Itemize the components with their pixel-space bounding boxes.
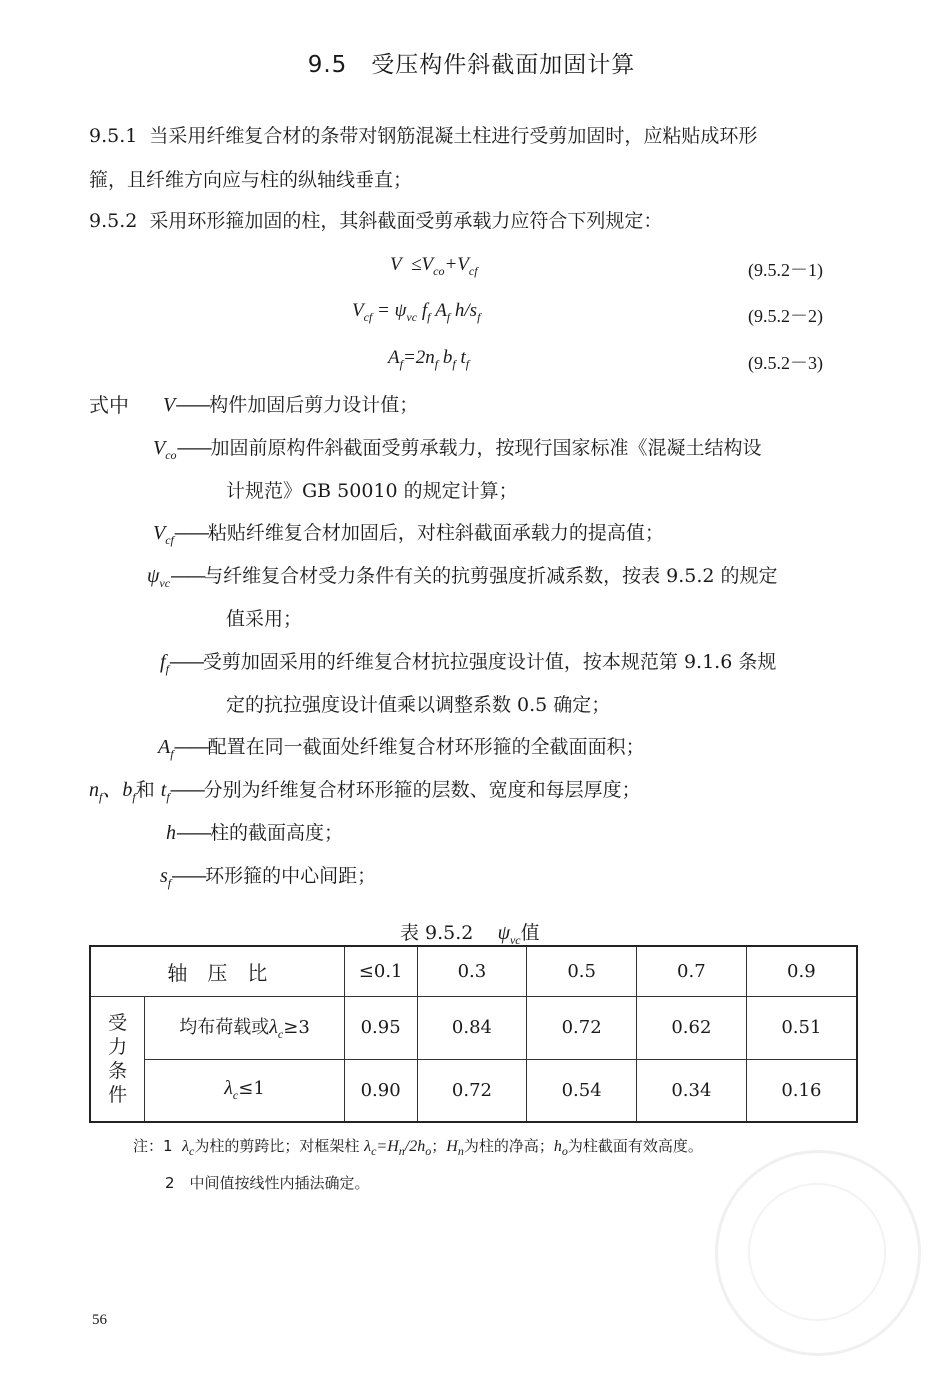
header-cell: 0.3 <box>417 946 527 996</box>
header-cell: 0.9 <box>746 946 857 996</box>
clause-number: 9.5.2 <box>89 210 138 232</box>
where-item-ff: $f_f——$受剪加固采用的纤维复合材抗拉强度设计值，按本规范第 9.1.6 条规 <box>160 651 777 676</box>
symbol: h <box>166 822 176 844</box>
clause-text: 采用环形箍加固的柱，其斜截面受剪承载力应符合下列规定： <box>149 210 663 232</box>
table-caption: 表 9.5.2 $\psi_{vc}$值 <box>400 922 540 947</box>
symbol: V <box>163 394 176 416</box>
where-item-af: $A_f——$配置在同一截面处纤维复合材环形箍的全截面面积； <box>158 736 645 761</box>
definition: 柱的截面高度； <box>210 822 344 844</box>
definition: 配置在同一截面处纤维复合材环形箍的全截面面积； <box>207 736 645 758</box>
definition: 分别为纤维复合材环形箍的层数、宽度和每层厚度； <box>203 779 641 801</box>
clause-9-5-1 <box>89 122 757 150</box>
table-cell: 0.16 <box>746 1059 857 1122</box>
where-item-vcf: $V_{cf}——$粘贴纤维复合材加固后，对柱斜截面承载力的提高值； <box>153 522 664 547</box>
definition: 粘贴纤维复合材加固后，对柱斜截面承载力的提高值； <box>207 522 664 544</box>
table-cell: 0.62 <box>637 996 747 1059</box>
watermark-seal <box>715 1150 921 1356</box>
table-cell: 0.90 <box>344 1059 417 1122</box>
equation-number: (9.5.2－2) <box>748 306 823 326</box>
definition: 受剪加固采用的纤维复合材抗拉强度设计值，按本规范第 9.1.6 条规 <box>202 651 777 673</box>
definition: 加固前原构件斜截面受剪承载力，按现行国家标准《混凝土结构设 <box>210 437 762 459</box>
definition: 构件加固后剪力设计值； <box>209 394 419 416</box>
equation-2: $V_{cf} = \psi_{vc}$ $f_f$ $A_f$ $h/s_f$ <box>352 300 481 324</box>
psi-vc-table <box>89 945 858 1123</box>
table-header-row <box>90 946 857 996</box>
equation-3: $A_f=2n_f$ $b_f$ $t_f$ <box>388 347 470 371</box>
table-cell: 0.72 <box>417 1059 527 1122</box>
header-cell: ≤0.1 <box>344 946 417 996</box>
where-item-v: V——构件加固后剪力设计值； <box>163 394 419 416</box>
table-cell: 0.84 <box>417 996 527 1059</box>
note-1: 注：1 $\lambda_c$为柱的剪跨比；对框架柱 $\lambda_c=H_n/2h_o$；$H_n$为柱的净高；$h_o$为柱截面有效高度。 <box>133 1137 703 1159</box>
table-row <box>90 1059 857 1122</box>
equation-number: (9.5.2－1) <box>748 260 823 280</box>
clause-number: 9.5.1 <box>89 125 138 147</box>
where-item-psi-cont: 值采用； <box>226 608 303 630</box>
where-label: 式中 <box>89 393 129 417</box>
table-cell: 0.95 <box>344 996 417 1059</box>
section-title: 9.5 受压构件斜截面加固计算 <box>307 52 636 78</box>
page-number: 56 <box>92 1312 107 1328</box>
where-item-sf: $s_f——$环形箍的中心间距； <box>160 865 377 890</box>
where-item-vco-cont: 计规范》GB 50010 的规定计算； <box>226 480 518 502</box>
where-item-vco: $V_{co}——$加固前原构件斜截面受剪承载力，按现行国家标准《混凝土结构设 <box>153 437 762 462</box>
clause-9-5-1-cont: 箍，且纤维方向应与柱的纵轴线垂直； <box>89 169 413 191</box>
header-cell: 0.7 <box>637 946 747 996</box>
row-label: 均布荷载或$\lambda_c\ge 3$ <box>145 996 344 1059</box>
note-2: 2 中间值按线性内插法确定。 <box>165 1174 370 1192</box>
where-item-psi: $\psi_{vc}——$与纤维复合材受力条件有关的抗剪强度折减系数，按表 9.5.2 的规定 <box>147 565 778 590</box>
table-cell: 0.54 <box>527 1059 637 1122</box>
equation-number: (9.5.2－3) <box>748 353 823 373</box>
group-label: 受 力 条 件 <box>90 996 145 1122</box>
and-word: 和 <box>135 779 155 801</box>
definition: 与纤维复合材受力条件有关的抗剪强度折减系数，按表 9.5.2 的规定 <box>204 565 778 587</box>
clause-9-5-2 <box>89 207 662 235</box>
equation-1: $V \le V_{co}+V_{cf}$ <box>390 254 478 278</box>
where-item-nbt: $n_f$、$b_f$和 $t_f——$分别为纤维复合材环形箍的层数、宽度和每层厚度； <box>89 779 641 804</box>
row-label: $\lambda_c\le 1$ <box>145 1059 344 1122</box>
where-item-h: h——柱的截面高度； <box>166 822 344 844</box>
table-cell: 0.72 <box>527 996 637 1059</box>
definition: 环形箍的中心间距； <box>205 865 377 887</box>
table-cell: 0.34 <box>637 1059 747 1122</box>
table-row <box>90 996 857 1059</box>
header-axial-ratio: 轴 压 比 <box>90 946 344 996</box>
header-cell: 0.5 <box>527 946 637 996</box>
where-item-ff-cont: 定的抗拉强度设计值乘以调整系数 0.5 确定； <box>226 694 611 716</box>
table-cell: 0.51 <box>746 996 857 1059</box>
clause-text: 当采用纤维复合材的条带对钢筋混凝土柱进行受剪加固时，应粘贴成环形 <box>149 125 758 147</box>
